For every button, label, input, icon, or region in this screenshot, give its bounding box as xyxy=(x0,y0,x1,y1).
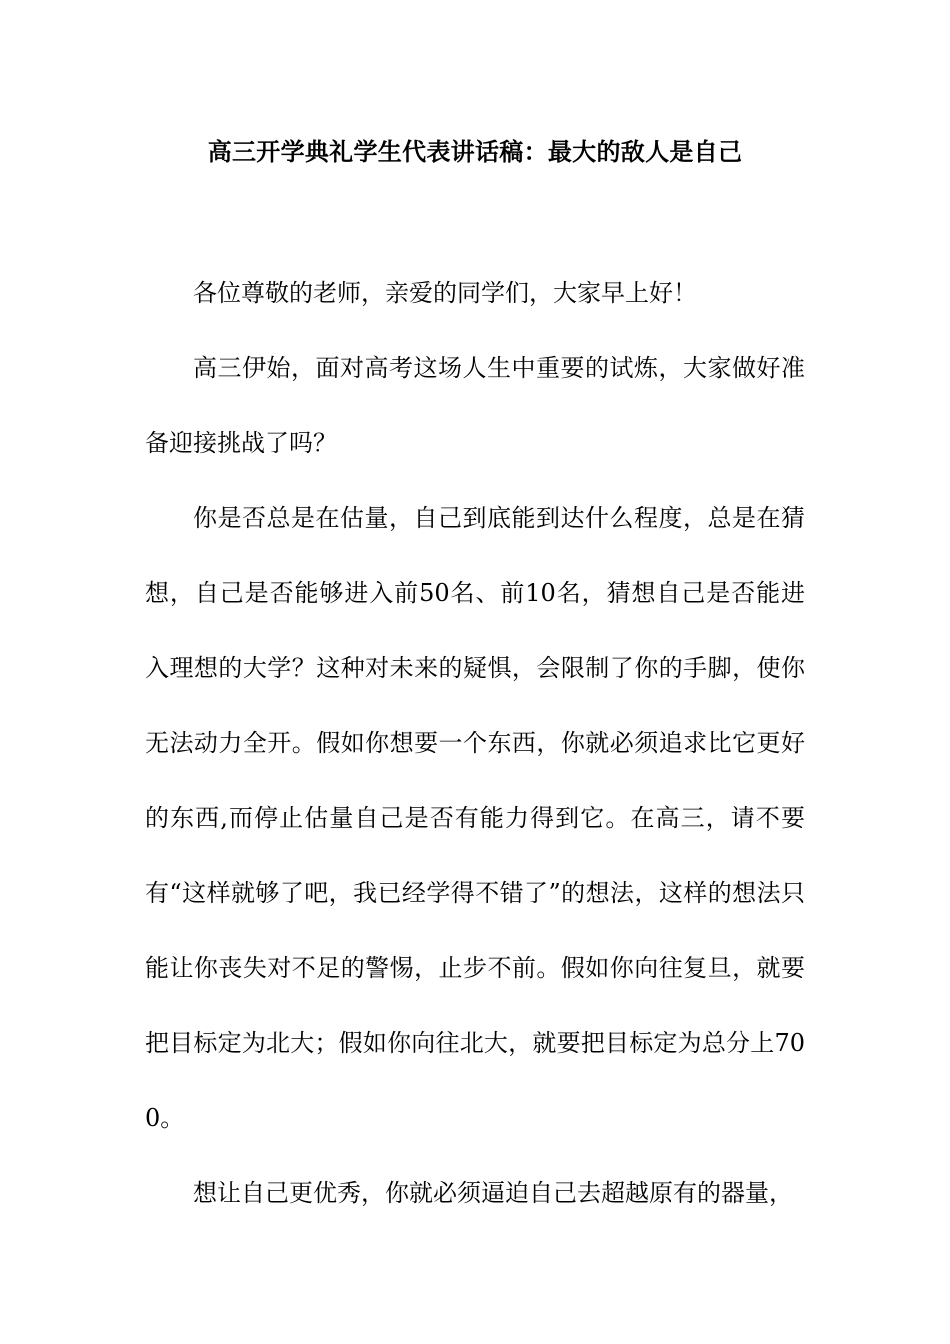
document-title: 高三开学典礼学生代表讲话稿：最大的敌人是自己 xyxy=(207,137,743,166)
paragraph-opening: 高三伊始，面对高考这场人生中重要的试炼，大家做好准备迎接挑战了吗？ xyxy=(145,354,805,457)
paragraph-continuation: 想让自己更优秀，你就必须逼迫自己去超越原有的器量， xyxy=(193,1179,793,1207)
paragraph-greeting: 各位尊敬的老师，亲爱的同学们，大家早上好！ xyxy=(193,279,697,307)
document-body xyxy=(145,256,805,1231)
paragraph-main: 你是否总是在估量，自己到底能到达什么程度，总是在猜想，自己是否能够进入前50名、前10名，猜想自己是否能进入理想的大学？这种对未来的疑惧，会限制了你的手脚，使你无法动力全开。假如你想要一个东西，你就必须追求比它更好的东西,而停止估量自己是否有能力得到它。在高三，请不要有“这样就够了吧，我已经学得不错了”的想法，这样的想法只能让你丧失对不足的警惕，止步不前。假如你向往复旦，就要把目标定为北大；假如你向往北大，就要把目标定为总分上700。 xyxy=(145,504,805,1132)
